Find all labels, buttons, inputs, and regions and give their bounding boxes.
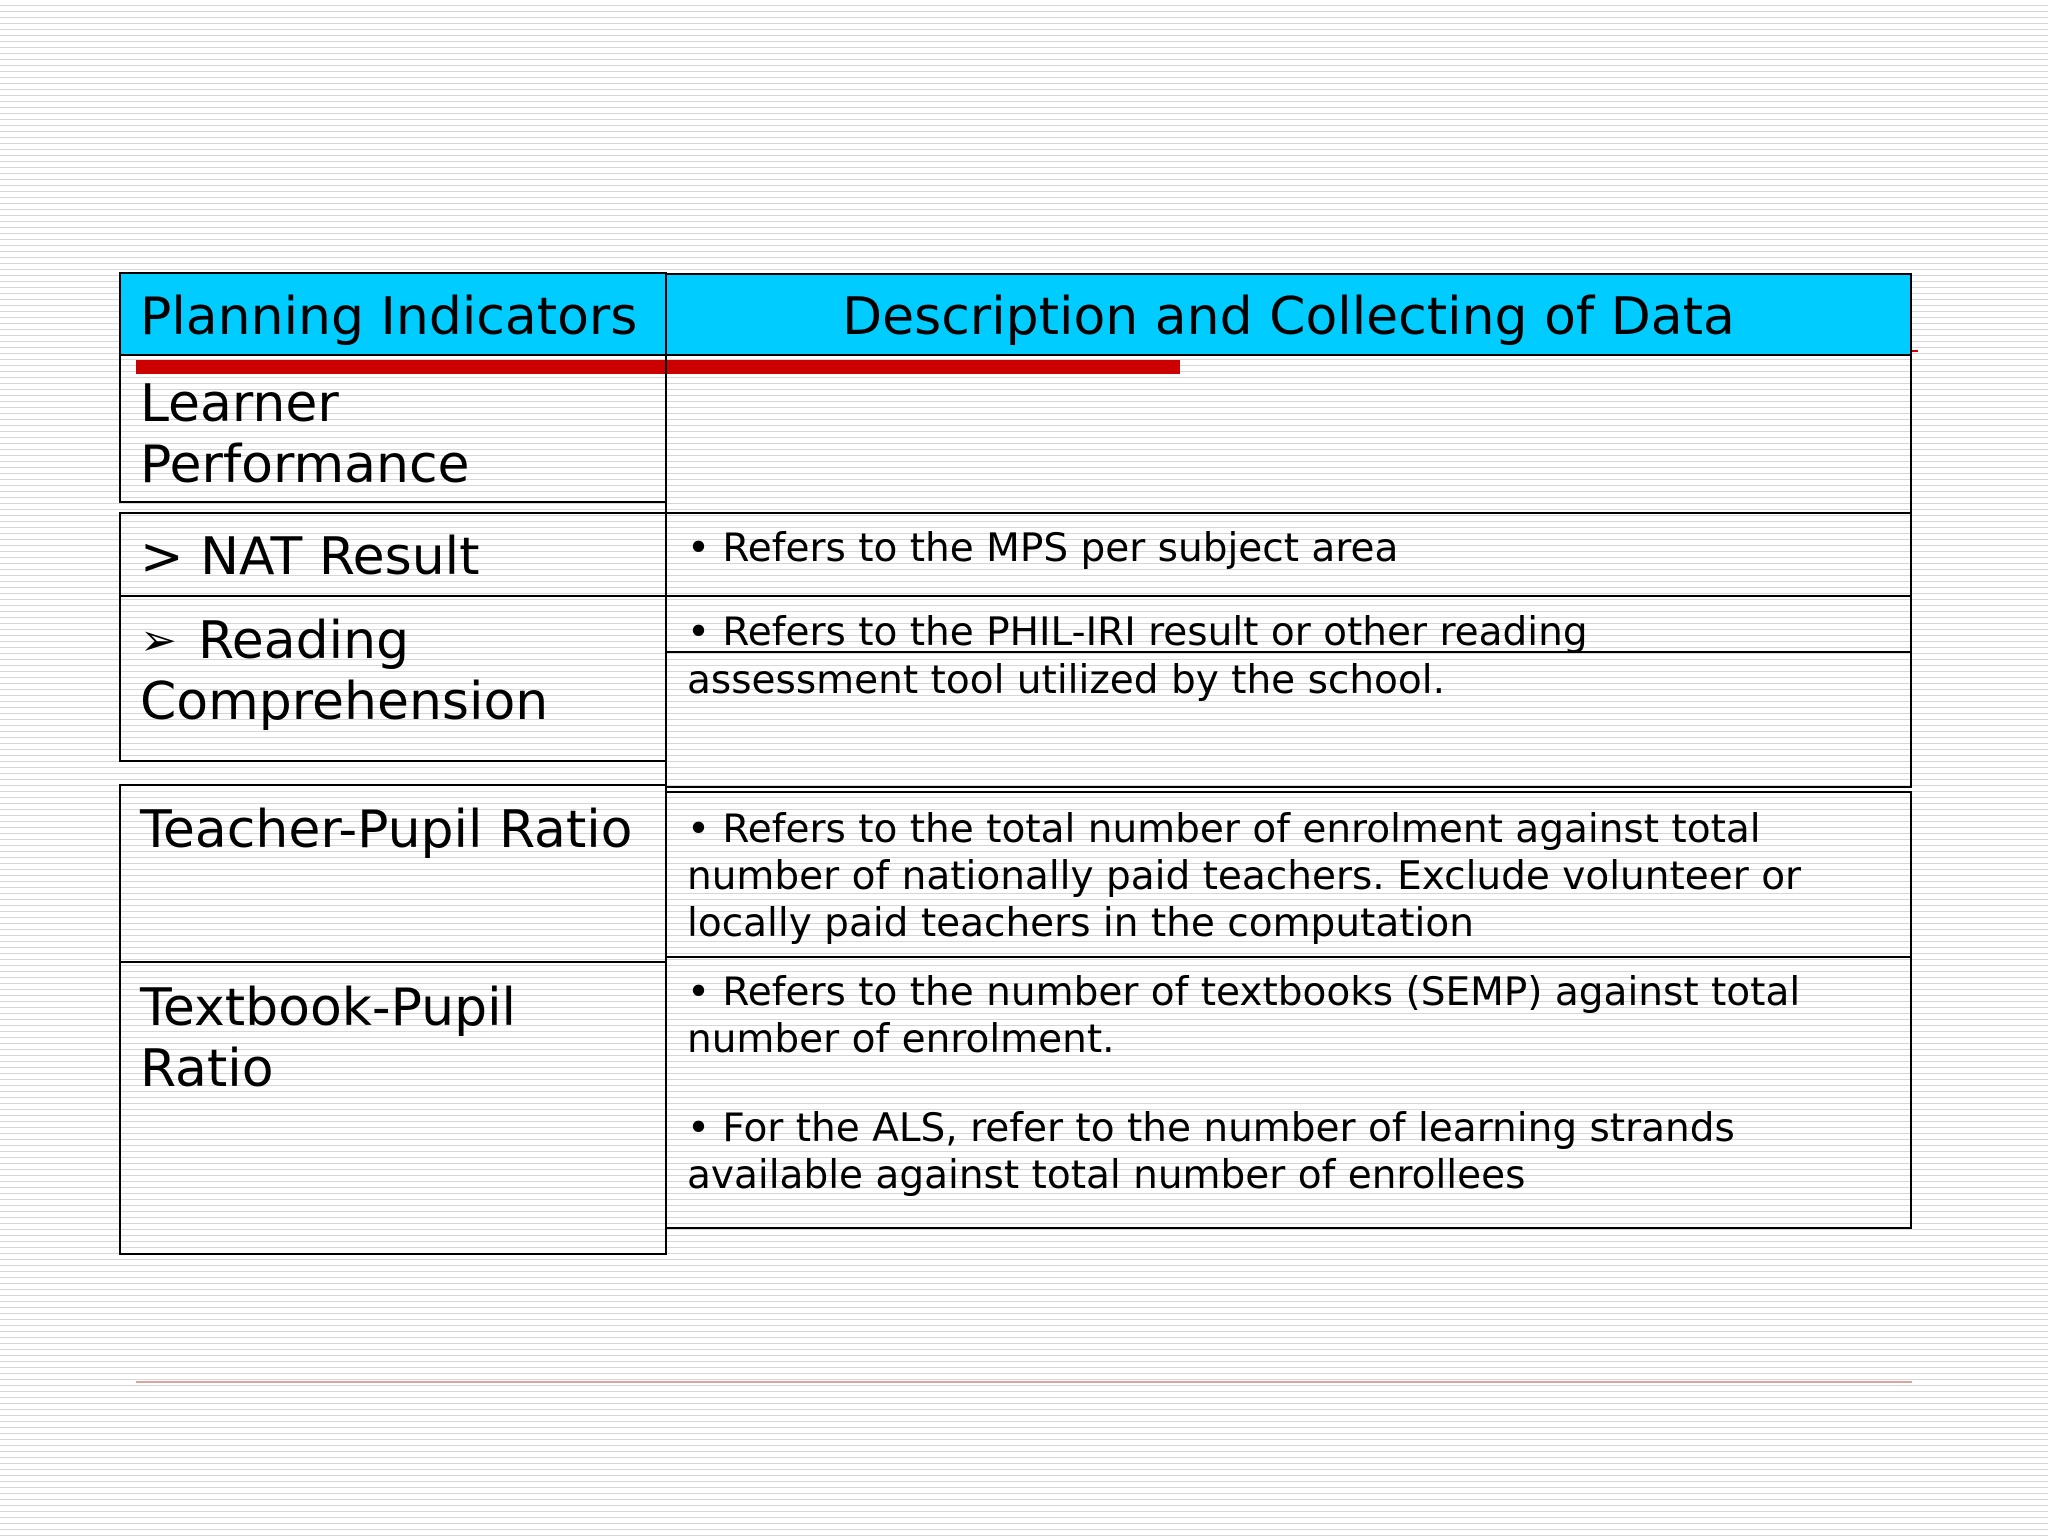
footer-divider: [136, 1381, 1912, 1383]
label-performance: Performance: [140, 435, 470, 495]
label-ratio: Ratio: [140, 1039, 274, 1099]
label-learner: Learner: [140, 374, 339, 434]
desc-textbook-line1: • Refers to the number of textbooks (SEMP) against total: [687, 970, 1801, 1015]
desc-teacher-line3: locally paid teachers in the computation: [687, 901, 1474, 946]
desc-textbook-line2: number of enrolment.: [687, 1017, 1115, 1062]
desc-teacher-line2: number of nationally paid teachers. Exclude volunteer or: [687, 854, 1802, 899]
desc-als-line1: • For the ALS, refer to the number of learning strands: [687, 1106, 1735, 1151]
label-textbook-pupil: Textbook-Pupil: [140, 978, 516, 1038]
label-nat-result: > NAT Result: [140, 527, 480, 587]
desc-nat: • Refers to the MPS per subject area: [687, 526, 1399, 571]
desc-als-line2: available against total number of enrollees: [687, 1153, 1526, 1198]
label-comprehension: Comprehension: [140, 672, 549, 732]
desc-reading-line1: • Refers to the PHIL-IRI result or other reading: [687, 610, 1588, 655]
header-planning-indicators: Planning Indicators: [140, 287, 638, 347]
label-reading: Reading: [198, 611, 410, 671]
desc-cell-learner: [665, 354, 1912, 514]
desc-teacher-line1: • Refers to the total number of enrolment against total: [687, 807, 1761, 852]
header-description: Description and Collecting of Data: [842, 287, 1735, 347]
label-teacher-pupil-ratio: Teacher-Pupil Ratio: [140, 800, 633, 860]
desc-reading-line2: assessment tool utilized by the school.: [687, 658, 1446, 703]
arrow-bullet-icon: ➢: [140, 615, 177, 666]
